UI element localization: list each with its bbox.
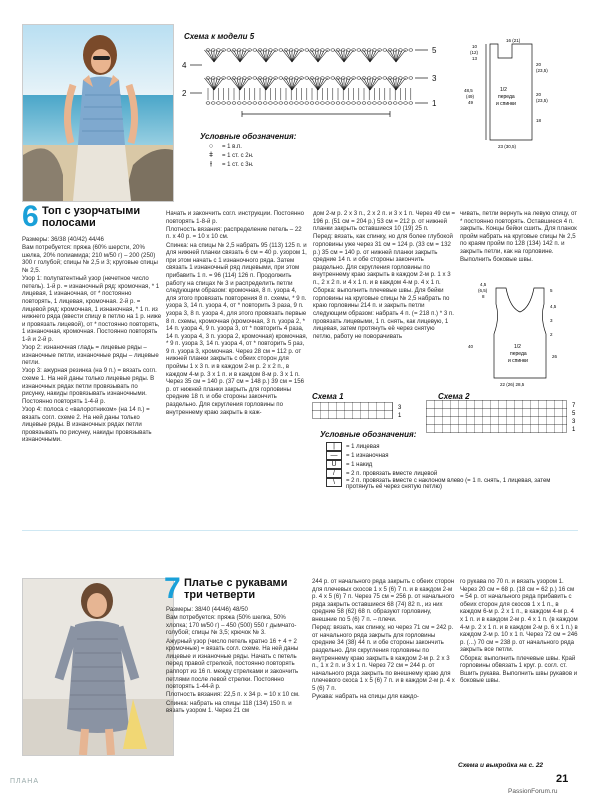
legend6 <box>326 442 576 494</box>
svg-text:1: 1 <box>572 427 576 433</box>
schema5-legend <box>204 142 344 169</box>
section6-col1: Размеры: 36/38 (40/42) 44/46 Вам потребуется: пряжа (60% шерсти, 20% шелка, 20% полиамида; 210 м/50 г) – 200 (250) 300 г голубой; спицы № 2,5 и 3; круговые спицы № 2,5. Узор 1: полупатентный узор (нечетное число петель). 1-й р. = изнаночный ряд: кромочная, * 1 лицевая, 1 изнаночная, от * постоянно повторять, 1 лицевая, кромочная. 2-й р. = лицевой ряд: кромочная, 1 изнаночная, * 1 п. из нижнего ряда (ввести спицу в петлю на 1 р. ниже и провязать лицевой), от * постоянно повторять, 1 изнаночная, кромочная. Постоянно повторять 1-й и 2-й р. Узор 2: изнаночная гладь = лицевые ряды – изнаночные петли, изнаночные ряды – лицевые петли. Узор 3: ажурная резинка (на 9 п.) = вязать согл. схеме 1. На ней даны только лицевые ряды. В изнаночных рядах петли провязывать по рисунку, накиды провязывать изнаночными. Постоянно повторять 1-4-й р. Узор 4: полоса с «валоротником» (на 14 п.) = вязать согл. схеме 2. На ней даны только лицевые ряды. В изнаночных рядах петли провязывать по рисунку, накиды провязывать изнаночными. <box>22 236 162 444</box>
pattern2-schematic <box>460 278 578 390</box>
section7-col1: Размеры: 38/40 (44/46) 48/50 Вам потребуется: пряжа (50% шелка, 50% хлопка; 170 м/50 г) – 450 (500) 550 г дымчато-голубой; спицы № 3,5; крючок № 3. Ажурный узор (число петель кратно 16 + 4 + 2 кромочные) = вязать согл. схеме. На ней даны лицевые и изнаночные ряды. Начать с петель перед правой стрелкой, постоянно повторять раппорт из 16 п. между стрелками и закончить петлями после левой стрелки. Постоянно повторять 1-44-й р. Плотность вязания: 22,5 п. х 34 р. = 10 х 10 см. Спинка: набрать на спицы 118 (134) 150 п. и вязать узором 1. Через 21 см <box>166 606 300 715</box>
chain-stitch-icon: ○ <box>208 143 214 150</box>
legend6-item: — = 1 изнаночная <box>326 451 576 460</box>
svg-text:8: 8 <box>482 294 485 299</box>
section-divider <box>22 530 578 531</box>
svg-text:16 (21): 16 (21) <box>506 38 521 43</box>
legend6-title: Условные обозначения: <box>320 430 417 439</box>
svg-text:(12): (12) <box>470 50 479 55</box>
legend6-item: U = 1 накид <box>326 460 576 469</box>
svg-text:3: 3 <box>572 419 576 425</box>
pattern2-center-2: переда <box>510 351 527 357</box>
model-photo-top <box>22 24 174 202</box>
svg-text:5: 5 <box>550 288 553 293</box>
legend5-item: ǂ = 1 ст. с 2н. <box>204 151 344 160</box>
schema5-chart <box>180 40 450 120</box>
schema5-row-3: 3 <box>432 74 437 83</box>
schema1-chart <box>312 402 412 420</box>
schema1-title: Схема 1 <box>312 392 344 401</box>
pattern2-center-1: 1/2 <box>514 344 521 350</box>
k2tog-icon: / <box>326 469 342 478</box>
pattern1-center-3: и спинки <box>496 101 516 107</box>
svg-text:49: 49 <box>468 100 474 105</box>
pattern2-center-3: и спинки <box>508 358 528 364</box>
svg-text:4,5: 4,5 <box>550 304 557 309</box>
section7-col2: 244 р. от начального ряда закрыть с обеих сторон для плечевых скосов 1 х 5 (6) 7 п. и в каждом 2-м р. 4 х 5 (6) 7 п. Через 75 см = 256 р. от начального ряда закрыть оставшиеся 68 (74) 82 п., из них средние 58 (62) 68 п. образуют горловину, внешние по 5 (6) 7 п. – плечи. Перед: вязать, как спинку, но через 71 см = 242 р. от начального ряда закрыть для горловины средние 34 (38) 44 п. и обе стороны закончить раздельно. Для скругления горловины по внутреннему краю закрыть в каждом 2-м р. 2 х 3 п., 1 х 2 п. и 3 х 1 п. Через 72 см = 244 р. от начального ряда закрыть по внешнему краю для плечевого скоса 1 х 5 (6) 7 п. и в каждом 2-м р. 4 х 5 (6) 7 п. Рукава: набрать на спицы для каждо- <box>312 578 455 701</box>
page-number: 21 <box>556 773 569 785</box>
svg-text:3: 3 <box>550 318 553 323</box>
svg-text:20: 20 <box>536 62 542 67</box>
section7-col3: го рукава по 70 п. и вязать узором 1. Через 20 см = 68 р. (18 см = 62 р.) 16 см = 54 р. от начального ряда прибавить с обеих сторон для скосов 1 х 1 п., в каждом 6-м р. 2 х 1 п., в каждом 4-м р. 4 х 1 п. и в каждом 2-м р. 4 х 1 п. (в каждом 4-м р. 2 х 1 п. и в каждом 2-м р. 6 х 1 п.) в каждом 2-м р. 10 х 1 п. Через 72 см = 246 р. (...) 70 см = 238 р. от начального ряда закрыть все петли. Сборка: выполнить плечевые швы. Край горловины обвязать 1 круг. р. согл. ст. Вшить рукава. Выполнить швы рукавов и боковые швы. <box>460 578 578 685</box>
schema5-row-4: 4 <box>182 61 187 70</box>
svg-text:1: 1 <box>398 413 402 419</box>
treble-crochet-icon: ⫲ <box>209 160 213 168</box>
svg-text:7: 7 <box>572 403 576 409</box>
ssk-icon: \ <box>326 478 342 487</box>
schema5-row-1: 1 <box>432 99 437 108</box>
footer-brand: ПЛАНА <box>10 778 40 785</box>
svg-text:4,5: 4,5 <box>480 282 487 287</box>
model-photo-bottom-image <box>23 579 173 755</box>
svg-text:(23,5): (23,5) <box>536 68 548 73</box>
cross-reference-note: Схема и выкройка на с. 22 <box>458 762 544 769</box>
schema5-legend-title: Условные обозначения: <box>200 132 297 141</box>
legend5-item: ⫲ = 1 ст. с 3н. <box>204 160 344 169</box>
svg-text:5: 5 <box>572 411 576 417</box>
svg-text:26: 26 <box>552 354 558 359</box>
svg-text:23 (30,5): 23 (30,5) <box>498 144 517 149</box>
section7-title: Платье с рукавами три четверти <box>184 577 288 601</box>
watermark: PassionForum.ru <box>508 788 558 795</box>
section6-number: 6 <box>22 200 39 233</box>
legend5-item: ○ = 1 в.п. <box>204 142 344 151</box>
pattern1-center-1: 1/2 <box>500 87 507 93</box>
section6-col3: дом 2-м р. 2 х 3 п., 2 х 2 п. и 3 х 1 п. Через 49 см = 196 р. (51 см = 204 р.) 53 см = 212 р. от нижней планки закрыть оставшиеся 10 (19) 25 п. Перед: вязать, как спинку, но для более глубокой горловины уже через 31 см = 124 р. (33 см = 132 р.) 35 см = 140 р. от нижней планки закрыть средние 14 п. и обе стороны закончить раздельно. Для скругления горловины по внутреннему краю закрыть в каждом 2-м р. 1 х 3 п., 2 х 2 п. и 4 х 1 п. и в каждом 4-м р. 4 х 1 п. Сборка: выполнить плечевые швы. Для бейки горловины на круговые спицы № 2,5 набрать по краю горловины 214 п. и закрыть петли следующим образом: набрать 4 п. (= 218 п.) * 3 п. провязать лицевыми, 1 п. снять, как лицевую, 1 лицевая, затем протянуть её через снятую петлю, работу не поворачивать <box>313 210 455 340</box>
svg-text:10: 10 <box>472 44 478 49</box>
model-photo-bottom <box>22 578 174 756</box>
svg-text:22 (26) 28,5: 22 (26) 28,5 <box>500 382 525 387</box>
section6-title: Топ с узорчатыми полосами <box>42 205 141 229</box>
model-photo-top-image <box>23 25 173 201</box>
pattern1-center-2: переда <box>498 94 515 100</box>
legend6-item: / = 2 п. провязать вместе лицевой <box>326 469 576 478</box>
purl-stitch-icon: — <box>326 451 342 460</box>
schema5-row-2: 2 <box>182 89 187 98</box>
svg-text:(6,5): (6,5) <box>478 288 488 293</box>
yarn-over-icon: U <box>326 460 342 469</box>
legend6-item: | = 1 лицевая <box>326 442 576 451</box>
svg-text:48,5: 48,5 <box>464 88 473 93</box>
svg-text:40: 40 <box>468 344 474 349</box>
schema5-row-5: 5 <box>432 46 437 55</box>
schema2-chart <box>426 400 586 436</box>
section6-col4: чивать, петли вернуть на левую спицу, от * постоянно повторять. Оставшиеся 4 п. закрыть. Концы бейки сшить. Для планок пройм набрать на круговые спицы № 2,5 по краям пройм по 128 (134) 142 п. и закрыть петли, как на горловине. Выполнить боковые швы. <box>460 210 578 263</box>
schema2-title: Схема 2 <box>438 392 470 401</box>
svg-text:3: 3 <box>398 405 402 411</box>
svg-text:20: 20 <box>536 92 542 97</box>
pattern1-schematic <box>460 36 570 156</box>
svg-text:18: 18 <box>536 118 542 123</box>
knit-stitch-icon: | <box>326 442 342 451</box>
svg-text:(49): (49) <box>466 94 475 99</box>
schema5-title: Схема к модели 5 <box>184 32 255 41</box>
svg-text:(23,5): (23,5) <box>536 98 548 103</box>
section7-number: 7 <box>164 572 181 605</box>
section6-col2: Начать и закончить согл. инструкции. Постоянно повторять 1-8-й р. Плотность вязания: распределение петель – 22 п. х 40 р. = 10 х 10 см. Спинка: на спицы № 2,5 набрать 95 (113) 125 п. и для нижней планки связать 6 см = 40 р. узором 1, при этом начать с 1 изнаночного ряда. Затем связать 1 изнаночный ряд лицевыми, при этом прибавить 1 п. = 96 (114) 126 п. Продолжить работу на спицах № 3 и распределить петли следующим образом: кромочная, 8 п. узора 4, для этого провязать повторения 8 п. схемы, * 9 п. узора 3, 14 п. узора 4, от * повторить 3 раза, 9 п. узора 3, 8 п. узора 4, для этого провязать первые 8 п. схемы, кромочная (кромочная, 3 п. узора 2, * 14 п. узора 4, 9 п. узора 3, от * повторить 4 раза, 14 п. узора 4, 3 п. узора 2, кромочная) кромочная, * 9 п. узора 3, 14 п. узора 4, от * повторить 5 раз, 9 п. узора 3, кромочная. Через 28 см = 112 р. от нижней планки закрыть с обеих сторон для проймы 1 х 3 п. и в каждом 2-м р. 2 х 2 п., в каждом 4-м р. 3 х 1 п. и в каждом 8-м р. 3 х 1 п. Через 35 см = 140 р. (37 см = 148 р.) 39 см = 156 р. от нижней планки закрыть для горловины средние 18 п. и обе стороны закончить раздельно. Для скругления горловины по внутреннему краю закрыть в каж- <box>166 210 308 416</box>
svg-text:2: 2 <box>550 332 553 337</box>
legend6-item: \ = 2 п. провязать вместе с наклоном влево (= 1 п. снять, 1 лицевая, затем протянуть её через снятую петлю) <box>326 478 576 494</box>
svg-text:13: 13 <box>472 56 478 61</box>
double-crochet-icon: ǂ <box>208 152 214 159</box>
